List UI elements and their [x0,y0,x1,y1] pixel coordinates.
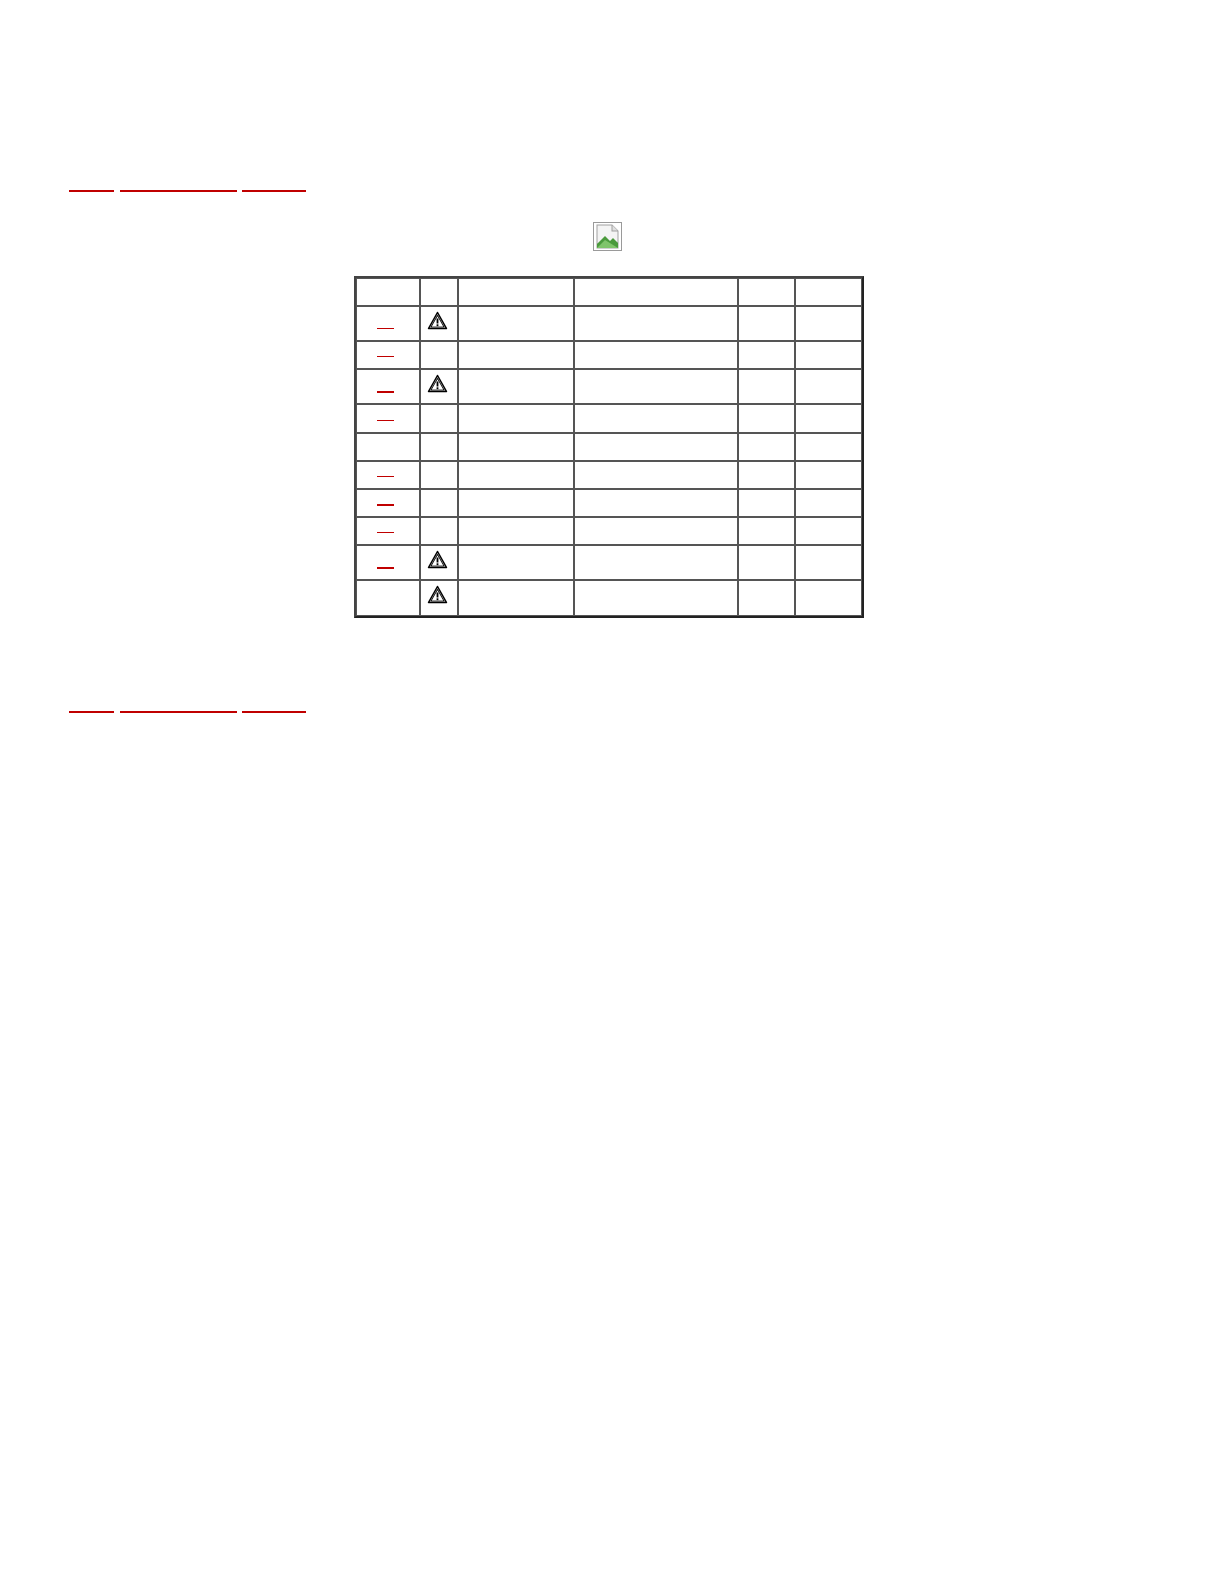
table-header-cell [795,278,862,306]
table-cell [356,489,420,517]
table-cell [356,461,420,489]
table-cell [356,306,420,341]
part-link[interactable] [377,476,394,477]
part-link[interactable] [377,391,394,393]
table-row [356,545,862,580]
table-cell [738,461,795,489]
nav-link-previous[interactable] [69,190,114,192]
table-cell [420,433,458,461]
table-row [356,580,862,616]
table-cell [458,461,574,489]
table-row [356,489,862,517]
warning-triangle-icon [427,585,448,604]
table-cell [738,404,795,433]
table-cell [458,517,574,545]
table-cell [356,404,420,433]
table-cell [738,580,795,616]
table-cell [795,433,862,461]
table-header-cell [458,278,574,306]
table-cell [574,341,738,369]
table-row [356,369,862,404]
table-cell [795,580,862,616]
nav-link-contents[interactable] [120,711,237,713]
table-cell [574,461,738,489]
table-cell [795,404,862,433]
table-cell [795,341,862,369]
table-cell [458,433,574,461]
table-cell [795,461,862,489]
table-row [356,517,862,545]
table-cell [420,489,458,517]
parts-table [354,276,864,618]
table-cell [420,369,458,404]
broken-image-icon [593,222,622,251]
table-row [356,306,862,341]
top-navigation [69,190,309,196]
table-header-cell [738,278,795,306]
table-cell [574,369,738,404]
table-cell [738,341,795,369]
part-link[interactable] [377,420,394,421]
table-cell [574,545,738,580]
table-cell [356,580,420,616]
table-cell [420,517,458,545]
table-cell [795,517,862,545]
table-row [356,404,862,433]
table-cell [738,369,795,404]
part-link[interactable] [377,328,394,329]
table-cell [574,580,738,616]
table-cell [458,580,574,616]
table-cell [420,461,458,489]
table-cell [795,489,862,517]
table-cell [795,545,862,580]
warning-triangle-icon [427,374,448,393]
table-cell [738,306,795,341]
table-cell [795,369,862,404]
table-row [356,341,862,369]
table-header-cell [356,278,420,306]
bottom-navigation [69,711,309,717]
table-cell [738,489,795,517]
table-row [356,461,862,489]
nav-link-next[interactable] [242,711,306,713]
part-link[interactable] [377,356,394,357]
table-cell [574,306,738,341]
table-cell [356,341,420,369]
table-cell [738,517,795,545]
table-cell [574,404,738,433]
table-cell [420,306,458,341]
table-cell [738,433,795,461]
table-cell [420,580,458,616]
table-cell [458,489,574,517]
table-cell [574,433,738,461]
table-cell [356,545,420,580]
warning-triangle-icon [427,311,448,330]
table-cell [356,369,420,404]
table-cell [795,306,862,341]
nav-link-contents[interactable] [120,190,237,192]
part-link[interactable] [377,532,394,533]
table-cell [574,489,738,517]
table-cell [458,306,574,341]
table-cell [356,517,420,545]
part-link[interactable] [377,567,394,569]
table-cell [458,404,574,433]
table-cell [420,341,458,369]
part-link[interactable] [377,504,394,506]
nav-link-previous[interactable] [69,711,114,713]
table-cell [458,369,574,404]
nav-link-next[interactable] [242,190,306,192]
table-cell [458,545,574,580]
table-cell [574,517,738,545]
table-header-row [356,278,862,306]
table-header-cell [574,278,738,306]
table-cell [458,341,574,369]
table-row [356,433,862,461]
table-header-cell [420,278,458,306]
warning-triangle-icon [427,550,448,569]
table-cell [356,433,420,461]
table-cell [738,545,795,580]
table-cell [420,404,458,433]
table-cell [420,545,458,580]
